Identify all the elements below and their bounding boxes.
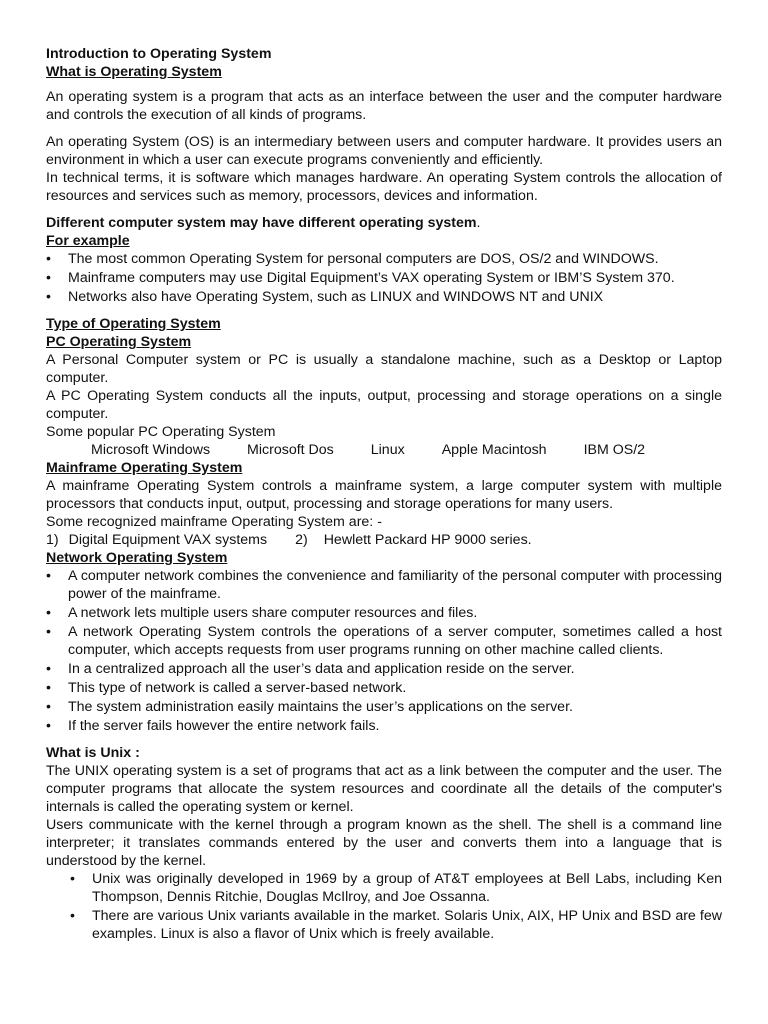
bullet-icon: • bbox=[46, 270, 51, 286]
mf-item-number: 2) bbox=[295, 532, 308, 548]
list-item: • This type of network is called a server-based network. bbox=[46, 680, 407, 696]
list-item: • A network lets multiple users share computer resources and files. bbox=[46, 605, 478, 621]
pc-paragraph-1: A Personal Computer system or PC is usually a standalone machine, such as a Desktop or Laptop computer. bbox=[46, 352, 722, 386]
examples-list bbox=[46, 250, 722, 306]
list-item: • Unix was originally developed in 1969 by a group of AT&T employees at Bell Labs, including Ken Thompson, Dennis Ritchie, Douglas McIlroy, and Joe Ossanna. bbox=[70, 871, 722, 905]
diff-heading: Different computer system may have different operating system bbox=[46, 215, 477, 231]
list-item: • The most common Operating System for personal computers are DOS, OS/2 and WINDOWS. bbox=[46, 251, 659, 267]
what-paragraph-1: An operating system is a program that acts as an interface between the user and the computer hardware and controls the execution of all kinds of programs. bbox=[46, 89, 722, 123]
bullet-icon: • bbox=[46, 605, 51, 621]
os-item: Microsoft Dos bbox=[247, 442, 334, 458]
unix-heading: What is Unix : bbox=[46, 745, 140, 761]
type-heading: Type of Operating System bbox=[46, 316, 221, 332]
unix-list bbox=[46, 870, 722, 943]
pc-paragraph-2: A PC Operating System conducts all the inputs, output, processing and storage operations on a single computer. bbox=[46, 388, 722, 422]
list-item: • Networks also have Operating System, such as LINUX and WINDOWS NT and UNIX bbox=[46, 289, 604, 305]
what-paragraph-3: In technical terms, it is software which manages hardware. An operating System controls the allocation of resources and services such as memory, processors, devices and information. bbox=[46, 170, 722, 204]
net-list bbox=[46, 567, 722, 735]
pc-heading: PC Operating System bbox=[46, 334, 192, 350]
mf-item: Digital Equipment VAX systems bbox=[68, 532, 268, 548]
what-paragraph-2: An operating System (OS) is an intermediary between users and computer hardware. It provides users an environment in which a user can execute programs conveniently and efficiently. bbox=[46, 134, 722, 168]
os-item: Microsoft Windows bbox=[91, 442, 211, 458]
bullet-icon: • bbox=[70, 871, 75, 887]
pc-os-list bbox=[46, 441, 722, 459]
list-item: • There are various Unix variants available in the market. Solaris Unix, AIX, HP Unix and BSD are few examples. Linux is also a flavor of Unix which is freely available. bbox=[70, 908, 722, 942]
bullet-icon: • bbox=[46, 661, 51, 677]
mf-item: Hewlett Packard HP 9000 series. bbox=[323, 532, 532, 548]
mf-paragraph-1: A mainframe Operating System controls a mainframe system, a large computer system with multiple processors that conducts input, output, processing and storage operations for many users. bbox=[46, 478, 722, 512]
list-item: • A network Operating System controls the operations of a server computer, sometimes called a host computer, which accepts requests from user programs running on other machine called clients. bbox=[46, 624, 722, 658]
mf-heading: Mainframe Operating System bbox=[46, 460, 243, 476]
os-item: Linux bbox=[370, 442, 405, 458]
net-heading: Network Operating System bbox=[46, 550, 228, 566]
mf-paragraph-2: Some recognized mainframe Operating System are: - bbox=[46, 514, 382, 530]
list-item: • The system administration easily maintains the user’s applications on the server. bbox=[46, 699, 573, 715]
list-item: • Mainframe computers may use Digital Equipment’s VAX operating System or IBM’S System 370. bbox=[46, 270, 675, 286]
list-item: • A computer network combines the convenience and familiarity of the personal computer with processing power of the mainframe. bbox=[46, 568, 722, 602]
list-item: • In a centralized approach all the user’s data and application reside on the server. bbox=[46, 661, 575, 677]
unix-paragraph-2: Users communicate with the kernel through a program known as the shell. The shell is a command line interpreter; it translates commands entered by the user and converts them into a language that is understood by the kernel. bbox=[46, 817, 722, 869]
bullet-icon: • bbox=[46, 624, 51, 640]
bullet-icon: • bbox=[46, 680, 51, 696]
os-item: Apple Macintosh bbox=[441, 442, 547, 458]
pc-paragraph-3: Some popular PC Operating System bbox=[46, 424, 276, 440]
bullet-icon: • bbox=[46, 568, 51, 584]
bullet-icon: • bbox=[46, 251, 51, 267]
diff-period: . bbox=[476, 215, 481, 231]
bullet-icon: • bbox=[46, 289, 51, 305]
list-item: • If the server fails however the entire network fails. bbox=[46, 718, 380, 734]
mf-item-number: 1) bbox=[46, 532, 59, 548]
bullet-icon: • bbox=[46, 699, 51, 715]
bullet-icon: • bbox=[46, 718, 51, 734]
os-item: IBM OS/2 bbox=[583, 442, 646, 458]
what-heading: What is Operating System bbox=[46, 64, 222, 80]
bullet-icon: • bbox=[70, 908, 75, 924]
mf-list bbox=[46, 531, 722, 549]
example-heading: For example bbox=[46, 233, 130, 249]
doc-title: Introduction to Operating System bbox=[46, 46, 272, 62]
unix-paragraph-1: The UNIX operating system is a set of programs that act as a link between the computer and the user. The computer programs that allocate the system resources and coordinate all the details of the computer's internals is called the operating system or kernel. bbox=[46, 763, 722, 815]
diff-heading-line bbox=[46, 214, 722, 232]
